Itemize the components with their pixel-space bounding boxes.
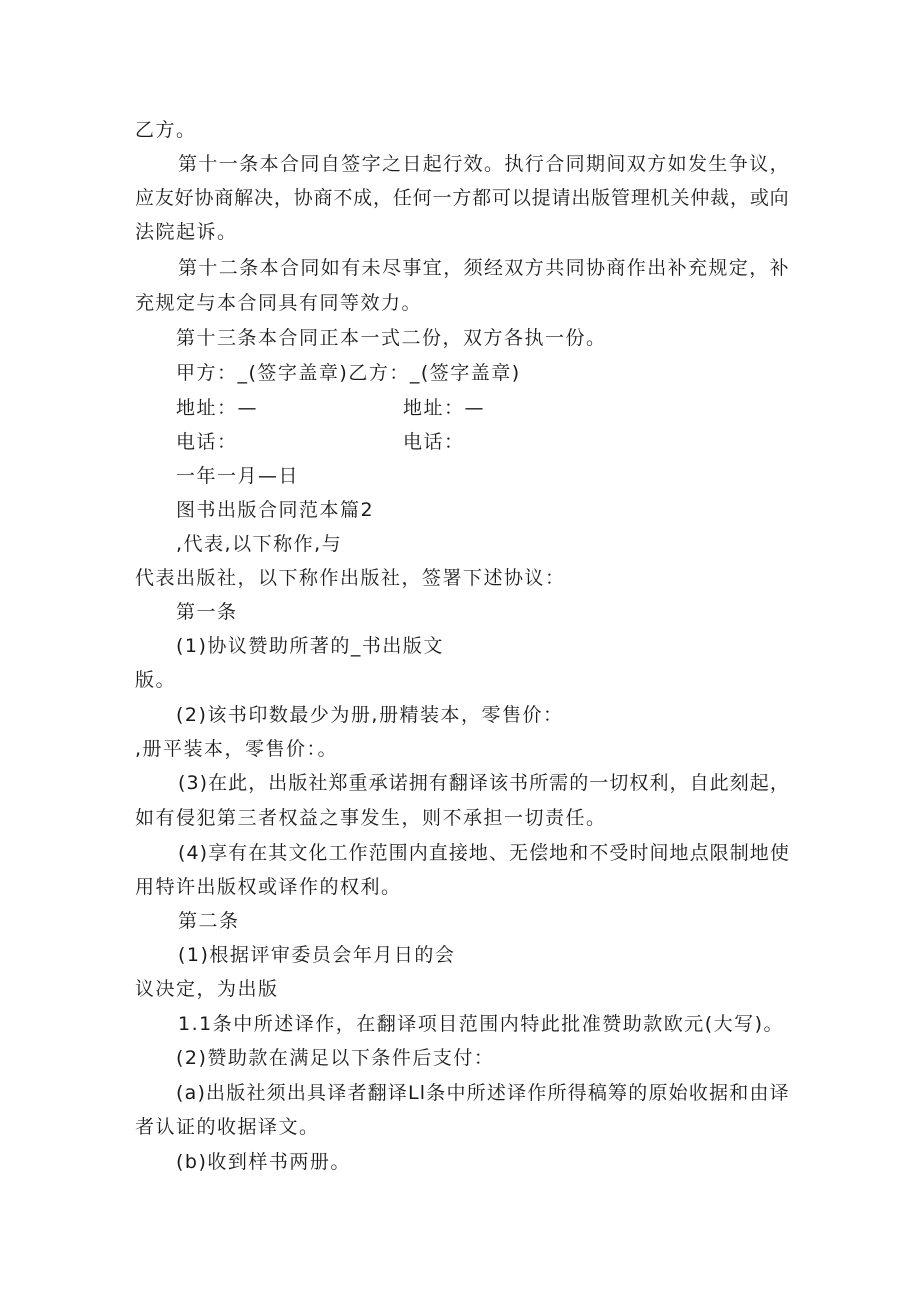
date-line: 一年一月—日 [176,465,300,487]
text-line: ,册平装本，零售价：。 [135,738,339,760]
text-line: 用特许出版权或译作的权利。 [135,876,402,898]
text-line: (3)在此，出版社郑重承诺拥有翻译该书所需的一切权利，自此刻起， [178,772,790,794]
phone-party-b: 电话： [403,431,465,453]
phone-party-a: 电话： [176,431,238,453]
text-line: 第十二条本合同如有未尽事宜，须经双方共同协商作出补充规定，补 [178,257,791,279]
text-line: 1.1条中所述译作，在翻译项目范围内特此批准赞助款欧元(大写)。 [178,1013,785,1035]
text-line: (2)该书印数最少为册,册精装本，零售价： [176,704,564,726]
text-line: 代表出版社，以下称作出版社，签署下述协议： [135,567,566,589]
text-line: (4)享有在其文化工作范围内直接地、无偿地和不受时间地点限制地使 [178,842,790,864]
text-line: ,代表,以下称作,与 [176,533,343,555]
text-line: 第十一条本合同自签字之日起行效。执行合同期间双方如发生争议， [178,153,791,175]
text-line: (b)收到样书两册。 [176,1151,351,1173]
article-heading: 第二条 [178,910,240,932]
text-line: 版。 [135,669,177,691]
text-line: (1)协议赞助所著的_书出版文 [176,635,444,657]
text-line: 者认证的收据译文。 [135,1116,320,1138]
article-heading: 第一条 [176,601,238,623]
text-line: 应友好协商解决，协商不成，任何一方都可以提请出版管理机关仲裁，或向 [135,187,790,209]
address-party-b: 地址：— [403,397,486,419]
text-line: (2)赞助款在满足以下条件后支付： [176,1047,495,1069]
text-line: (1)根据评审委员会年月日的会 [178,944,456,966]
text-line: 充规定与本合同具有同等效力。 [135,292,423,314]
text-line: 如有侵犯第三者权益之事发生，则不承担一切责任。 [135,807,607,829]
address-party-a: 地址：— [176,397,259,419]
text-line: 法院起诉。 [135,221,238,243]
section-title: 图书出版合同范本篇2 [176,499,375,521]
text-line: 乙方。 [135,119,197,141]
text-line: (a)出版社须出具译者翻译Ll条中所述译作所得稿筹的原始收据和由译 [176,1082,790,1104]
signature-line: 甲方：_(签字盖章)乙方：_(签字盖章) [176,362,521,384]
text-line: 议决定，为出版 [135,978,279,1000]
text-line: 第十三条本合同正本一式二份，双方各执一份。 [176,327,607,349]
